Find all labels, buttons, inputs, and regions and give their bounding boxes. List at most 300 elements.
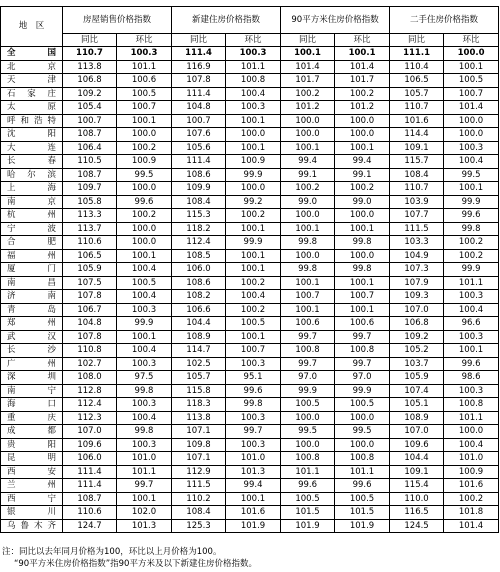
value-cell: 100.4 — [226, 87, 281, 101]
region-cell: 青 岛 — [1, 303, 63, 317]
value-cell: 99.9 — [335, 384, 390, 398]
value-cell: 99.0 — [281, 195, 335, 209]
value-cell: 100.1 — [335, 47, 390, 61]
value-cell: 100.2 — [444, 492, 499, 506]
value-cell: 100.0 — [117, 222, 172, 236]
value-cell: 100.0 — [117, 182, 172, 196]
value-cell: 99.6 — [226, 384, 281, 398]
value-cell: 100.2 — [226, 209, 281, 223]
value-cell: 110.5 — [63, 155, 117, 169]
value-cell: 100.8 — [281, 452, 335, 466]
value-cell: 99.7 — [335, 330, 390, 344]
value-cell: 106.5 — [63, 249, 117, 263]
value-cell: 100.1 — [226, 330, 281, 344]
value-cell: 101.6 — [390, 114, 444, 128]
value-cell: 100.3 — [226, 101, 281, 115]
region-cell: 贵 阳 — [1, 438, 63, 452]
value-cell: 99.5 — [117, 168, 172, 182]
value-cell: 109.6 — [390, 438, 444, 452]
value-cell: 105.1 — [390, 398, 444, 412]
value-cell: 100.1 — [281, 222, 335, 236]
value-cell: 100.2 — [444, 236, 499, 250]
value-cell: 104.4 — [390, 452, 444, 466]
value-cell: 111.5 — [390, 222, 444, 236]
value-cell: 109.1 — [390, 465, 444, 479]
header-yoy: 同比 — [63, 34, 117, 47]
value-cell: 99.8 — [117, 425, 172, 439]
region-cell: 南 宁 — [1, 384, 63, 398]
value-cell: 106.5 — [390, 74, 444, 88]
value-cell: 99.7 — [335, 357, 390, 371]
value-cell: 104.8 — [63, 317, 117, 331]
value-cell: 107.0 — [63, 425, 117, 439]
header-row-groups — [1, 7, 499, 34]
table-row — [1, 141, 499, 155]
header-group-90sqm: 90平方米住房价格指数 — [281, 7, 390, 34]
value-cell: 101.6 — [226, 506, 281, 520]
table-row — [1, 290, 499, 304]
value-cell: 108.6 — [172, 168, 226, 182]
value-cell: 115.7 — [390, 155, 444, 169]
value-cell: 108.2 — [172, 290, 226, 304]
value-cell: 99.6 — [117, 195, 172, 209]
value-cell: 100.3 — [444, 330, 499, 344]
value-cell: 100.3 — [444, 141, 499, 155]
value-cell: 107.1 — [172, 425, 226, 439]
value-cell: 101.5 — [281, 506, 335, 520]
value-cell: 101.2 — [335, 101, 390, 115]
header-mom: 环比 — [335, 34, 390, 47]
value-cell: 105.6 — [172, 141, 226, 155]
table-row — [1, 128, 499, 142]
value-cell: 100.4 — [226, 290, 281, 304]
value-cell: 99.8 — [226, 398, 281, 412]
table-row-national — [1, 47, 499, 61]
value-cell: 99.9 — [226, 236, 281, 250]
value-cell: 100.0 — [444, 128, 499, 142]
value-cell: 103.3 — [390, 236, 444, 250]
region-cell: 呼和浩特 — [1, 114, 63, 128]
value-cell: 101.9 — [335, 519, 390, 533]
value-cell: 100.7 — [281, 290, 335, 304]
value-cell: 110.7 — [390, 182, 444, 196]
table-row — [1, 209, 499, 223]
value-cell: 102.5 — [172, 357, 226, 371]
value-cell: 97.0 — [335, 371, 390, 385]
value-cell: 100.1 — [444, 60, 499, 74]
value-cell: 102.0 — [117, 506, 172, 520]
value-cell: 110.2 — [172, 492, 226, 506]
value-cell: 101.0 — [444, 452, 499, 466]
value-cell: 100.3 — [226, 438, 281, 452]
value-cell: 100.6 — [335, 317, 390, 331]
value-cell: 100.2 — [335, 87, 390, 101]
value-cell: 101.1 — [281, 465, 335, 479]
region-cell: 武 汉 — [1, 330, 63, 344]
value-cell: 101.1 — [444, 411, 499, 425]
value-cell: 99.6 — [335, 479, 390, 493]
value-cell: 101.3 — [117, 519, 172, 533]
value-cell: 100.0 — [444, 47, 499, 61]
table-row — [1, 452, 499, 466]
value-cell: 100.0 — [335, 128, 390, 142]
table-row — [1, 249, 499, 263]
value-cell: 100.2 — [335, 182, 390, 196]
region-cell: 重 庆 — [1, 411, 63, 425]
region-cell: 全 国 — [1, 47, 63, 61]
value-cell: 100.1 — [335, 303, 390, 317]
header-yoy: 同比 — [281, 34, 335, 47]
value-cell: 100.4 — [117, 290, 172, 304]
value-cell: 99.8 — [281, 263, 335, 277]
value-cell: 109.2 — [390, 330, 444, 344]
value-cell: 101.4 — [335, 60, 390, 74]
value-cell: 100.4 — [444, 303, 499, 317]
region-cell: 北 京 — [1, 60, 63, 74]
value-cell: 99.8 — [444, 222, 499, 236]
value-cell: 100.5 — [117, 87, 172, 101]
value-cell: 97.0 — [281, 371, 335, 385]
value-cell: 113.8 — [63, 60, 117, 74]
value-cell: 100.6 — [117, 74, 172, 88]
value-cell: 113.3 — [63, 209, 117, 223]
value-cell: 101.1 — [117, 465, 172, 479]
value-cell: 100.3 — [226, 47, 281, 61]
value-cell: 100.1 — [226, 141, 281, 155]
region-cell: 长 春 — [1, 155, 63, 169]
value-cell: 108.0 — [63, 371, 117, 385]
region-cell: 太 原 — [1, 101, 63, 115]
value-cell: 101.7 — [281, 74, 335, 88]
value-cell: 109.7 — [63, 182, 117, 196]
value-cell: 100.3 — [117, 438, 172, 452]
value-cell: 100.1 — [444, 344, 499, 358]
region-cell: 济 南 — [1, 290, 63, 304]
table-row — [1, 182, 499, 196]
value-cell: 100.9 — [226, 155, 281, 169]
table-row — [1, 398, 499, 412]
value-cell: 106.6 — [172, 303, 226, 317]
region-cell: 西 宁 — [1, 492, 63, 506]
value-cell: 101.1 — [117, 60, 172, 74]
region-cell: 长 沙 — [1, 344, 63, 358]
region-cell: 福 州 — [1, 249, 63, 263]
header-mom: 环比 — [444, 34, 499, 47]
value-cell: 99.7 — [281, 330, 335, 344]
value-cell: 100.8 — [226, 74, 281, 88]
value-cell: 106.8 — [390, 317, 444, 331]
value-cell: 108.5 — [172, 249, 226, 263]
value-cell: 108.7 — [63, 168, 117, 182]
value-cell: 100.4 — [117, 344, 172, 358]
value-cell: 100.3 — [117, 47, 172, 61]
value-cell: 101.3 — [226, 465, 281, 479]
price-index-table — [0, 6, 499, 533]
value-cell: 112.8 — [63, 384, 117, 398]
value-cell: 107.0 — [390, 303, 444, 317]
value-cell: 125.3 — [172, 519, 226, 533]
value-cell: 100.2 — [226, 276, 281, 290]
value-cell: 100.0 — [335, 411, 390, 425]
value-cell: 108.9 — [390, 411, 444, 425]
value-cell: 100.0 — [281, 438, 335, 452]
value-cell: 110.7 — [63, 47, 117, 61]
value-cell: 101.5 — [335, 506, 390, 520]
value-cell: 100.5 — [281, 398, 335, 412]
table-row — [1, 411, 499, 425]
region-cell: 杭 州 — [1, 209, 63, 223]
value-cell: 100.3 — [117, 357, 172, 371]
value-cell: 100.9 — [444, 465, 499, 479]
header-mom: 环比 — [226, 34, 281, 47]
table-row — [1, 222, 499, 236]
value-cell: 100.5 — [226, 317, 281, 331]
value-cell: 100.7 — [63, 114, 117, 128]
value-cell: 107.6 — [172, 128, 226, 142]
region-cell: 兰 州 — [1, 479, 63, 493]
region-cell: 银 川 — [1, 506, 63, 520]
region-cell: 郑 州 — [1, 317, 63, 331]
footnotes — [2, 546, 498, 570]
value-cell: 100.1 — [226, 263, 281, 277]
value-cell: 100.3 — [117, 398, 172, 412]
value-cell: 118.2 — [172, 222, 226, 236]
footnote-2: “90平方米住房价格指数”指90平方米及以下新建住房价格指数。 — [14, 559, 257, 569]
value-cell: 99.1 — [335, 168, 390, 182]
value-cell: 100.8 — [335, 452, 390, 466]
value-cell: 110.7 — [390, 101, 444, 115]
value-cell: 100.0 — [281, 249, 335, 263]
value-cell: 108.9 — [172, 330, 226, 344]
value-cell: 100.7 — [172, 114, 226, 128]
table-row — [1, 492, 499, 506]
value-cell: 111.5 — [172, 479, 226, 493]
value-cell: 100.1 — [226, 114, 281, 128]
value-cell: 100.7 — [335, 290, 390, 304]
value-cell: 100.1 — [117, 330, 172, 344]
value-cell: 101.4 — [444, 519, 499, 533]
value-cell: 100.1 — [117, 492, 172, 506]
value-cell: 100.2 — [117, 209, 172, 223]
value-cell: 100.7 — [226, 344, 281, 358]
value-cell: 101.6 — [444, 479, 499, 493]
value-cell: 104.8 — [172, 101, 226, 115]
value-cell: 107.7 — [390, 209, 444, 223]
table-row — [1, 357, 499, 371]
table-row — [1, 371, 499, 385]
footnote-1: 注：同比以去年同月价格为100，环比以上月价格为100。 — [2, 547, 222, 557]
value-cell: 95.1 — [226, 371, 281, 385]
header-yoy: 同比 — [390, 34, 444, 47]
table-body — [1, 47, 499, 533]
value-cell: 99.6 — [281, 479, 335, 493]
header-group-second-hand: 二手住房价格指数 — [390, 7, 499, 34]
table-row — [1, 330, 499, 344]
value-cell: 108.7 — [63, 492, 117, 506]
value-cell: 106.4 — [63, 141, 117, 155]
table-row — [1, 74, 499, 88]
value-cell: 107.9 — [390, 276, 444, 290]
region-cell: 乌鲁木齐 — [1, 519, 63, 533]
value-cell: 99.6 — [444, 209, 499, 223]
table-row — [1, 519, 499, 533]
value-cell: 108.7 — [63, 128, 117, 142]
value-cell: 106.8 — [63, 74, 117, 88]
value-cell: 111.1 — [390, 47, 444, 61]
table-row — [1, 168, 499, 182]
value-cell: 100.3 — [444, 384, 499, 398]
value-cell: 99.8 — [335, 236, 390, 250]
value-cell: 100.4 — [117, 411, 172, 425]
value-cell: 101.1 — [444, 276, 499, 290]
value-cell: 100.1 — [117, 249, 172, 263]
value-cell: 100.0 — [117, 236, 172, 250]
value-cell: 105.7 — [390, 87, 444, 101]
value-cell: 106.0 — [63, 452, 117, 466]
region-cell: 广 州 — [1, 357, 63, 371]
value-cell: 99.5 — [444, 168, 499, 182]
value-cell: 116.9 — [172, 60, 226, 74]
value-cell: 105.7 — [172, 371, 226, 385]
value-cell: 100.2 — [444, 249, 499, 263]
value-cell: 101.7 — [335, 74, 390, 88]
value-cell: 100.0 — [335, 209, 390, 223]
value-cell: 100.1 — [281, 276, 335, 290]
value-cell: 100.1 — [281, 141, 335, 155]
value-cell: 99.4 — [335, 155, 390, 169]
value-cell: 99.2 — [226, 195, 281, 209]
value-cell: 100.2 — [281, 182, 335, 196]
region-cell: 大 连 — [1, 141, 63, 155]
value-cell: 100.5 — [335, 398, 390, 412]
value-cell: 99.5 — [281, 425, 335, 439]
header-group-new-housing: 新建住房价格指数 — [172, 7, 281, 34]
value-cell: 100.0 — [117, 128, 172, 142]
value-cell: 99.4 — [281, 155, 335, 169]
table-header — [1, 7, 499, 47]
value-cell: 110.6 — [63, 506, 117, 520]
value-cell: 100.8 — [335, 344, 390, 358]
value-cell: 99.9 — [444, 263, 499, 277]
header-group-sales: 房屋销售价格指数 — [63, 7, 172, 34]
value-cell: 118.3 — [172, 398, 226, 412]
table-row — [1, 425, 499, 439]
value-cell: 99.1 — [281, 168, 335, 182]
region-cell: 海 口 — [1, 398, 63, 412]
value-cell: 109.3 — [390, 290, 444, 304]
table-row — [1, 479, 499, 493]
value-cell: 111.4 — [172, 87, 226, 101]
value-cell: 100.4 — [444, 155, 499, 169]
value-cell: 110.6 — [63, 236, 117, 250]
value-cell: 100.1 — [335, 276, 390, 290]
value-cell: 112.4 — [172, 236, 226, 250]
value-cell: 111.4 — [63, 465, 117, 479]
value-cell: 101.1 — [226, 60, 281, 74]
value-cell: 100.6 — [281, 317, 335, 331]
value-cell: 99.7 — [117, 479, 172, 493]
value-cell: 100.3 — [226, 411, 281, 425]
value-cell: 100.5 — [444, 74, 499, 88]
value-cell: 107.4 — [390, 384, 444, 398]
value-cell: 96.6 — [444, 317, 499, 331]
region-cell: 合 肥 — [1, 236, 63, 250]
region-cell: 西 安 — [1, 465, 63, 479]
value-cell: 124.5 — [390, 519, 444, 533]
value-cell: 101.0 — [117, 452, 172, 466]
value-cell: 100.0 — [226, 182, 281, 196]
value-cell: 112.4 — [63, 398, 117, 412]
value-cell: 108.4 — [172, 195, 226, 209]
value-cell: 101.0 — [226, 452, 281, 466]
value-cell: 107.5 — [63, 276, 117, 290]
table-row — [1, 87, 499, 101]
value-cell: 109.8 — [172, 438, 226, 452]
table-row — [1, 506, 499, 520]
value-cell: 124.7 — [63, 519, 117, 533]
value-cell: 103.7 — [390, 357, 444, 371]
value-cell: 100.0 — [281, 114, 335, 128]
value-cell: 100.3 — [226, 357, 281, 371]
value-cell: 100.1 — [281, 303, 335, 317]
value-cell: 99.8 — [335, 263, 390, 277]
value-cell: 108.4 — [172, 506, 226, 520]
value-cell: 100.0 — [444, 114, 499, 128]
value-cell: 100.1 — [444, 182, 499, 196]
table-row — [1, 101, 499, 115]
value-cell: 101.9 — [281, 519, 335, 533]
value-cell: 100.2 — [281, 87, 335, 101]
value-cell: 110.8 — [63, 344, 117, 358]
value-cell: 100.7 — [117, 101, 172, 115]
table-row — [1, 155, 499, 169]
value-cell: 115.4 — [390, 479, 444, 493]
value-cell: 107.8 — [63, 290, 117, 304]
region-cell: 上 海 — [1, 182, 63, 196]
value-cell: 107.8 — [63, 330, 117, 344]
value-cell: 99.5 — [335, 425, 390, 439]
value-cell: 116.5 — [390, 506, 444, 520]
table-row — [1, 465, 499, 479]
value-cell: 105.9 — [390, 371, 444, 385]
value-cell: 100.8 — [444, 398, 499, 412]
header-mom: 环比 — [117, 34, 172, 47]
value-cell: 100.7 — [444, 87, 499, 101]
value-cell: 99.9 — [281, 384, 335, 398]
value-cell: 107.8 — [172, 74, 226, 88]
value-cell: 109.6 — [63, 438, 117, 452]
value-cell: 100.5 — [335, 492, 390, 506]
value-cell: 100.8 — [281, 344, 335, 358]
value-cell: 107.0 — [390, 425, 444, 439]
value-cell: 111.4 — [172, 47, 226, 61]
value-cell: 100.1 — [281, 47, 335, 61]
value-cell: 114.7 — [172, 344, 226, 358]
region-cell: 深 圳 — [1, 371, 63, 385]
value-cell: 100.0 — [444, 425, 499, 439]
table-row — [1, 114, 499, 128]
value-cell: 101.9 — [226, 519, 281, 533]
value-cell: 100.0 — [281, 411, 335, 425]
value-cell: 111.4 — [63, 479, 117, 493]
value-cell: 99.7 — [226, 425, 281, 439]
value-cell: 112.3 — [63, 411, 117, 425]
value-cell: 100.0 — [281, 128, 335, 142]
value-cell: 112.9 — [172, 465, 226, 479]
value-cell: 107.1 — [172, 452, 226, 466]
value-cell: 105.2 — [390, 344, 444, 358]
value-cell: 100.1 — [335, 141, 390, 155]
